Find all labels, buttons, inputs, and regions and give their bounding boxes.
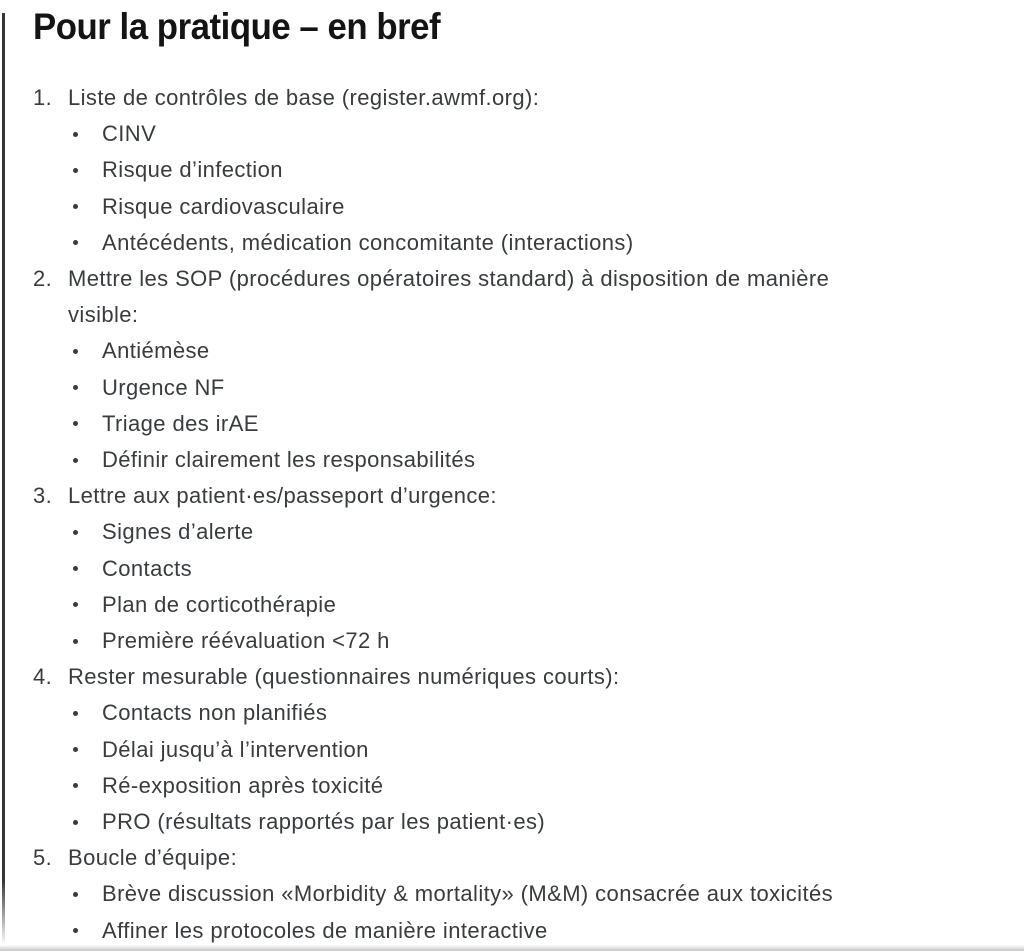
bullet-item [33,876,993,912]
item-label [68,261,993,333]
bullet-dot-icon [73,695,102,731]
bullet-item [33,333,993,369]
bullet-label: Antécédents, médication concomitante (interactions) [102,229,634,255]
bullet-item [33,587,993,623]
bullet-dot-icon [73,406,102,442]
item-label-line: visible: [68,302,139,328]
bullet-item [33,152,993,188]
bullet-item [33,804,993,840]
page-title: Pour la pratique – en bref [33,6,441,47]
item-number: 2. [33,266,53,292]
bullet-label: Risque cardiovasculaire [102,193,345,219]
bullet-label: CINV [102,121,157,147]
bullet-item [33,551,993,587]
item-label: Rester mesurable (questionnaires numériques courts): [68,664,620,690]
list-item [33,80,993,116]
item-label: Liste de contrôles de base (register.awmf.org): [68,85,540,110]
practice-checklist [33,80,993,949]
item-label: Lettre aux patient·es/passeport d’urgence: [68,483,497,509]
bullet-item [33,732,993,768]
bullet-label: Délai jusqu’à l’intervention [102,736,369,762]
bullet-item [33,116,993,152]
bullet-dot-icon [73,587,102,623]
bullet-dot-icon [73,333,102,369]
bullet-item [33,370,993,406]
list-item [33,659,993,695]
bullet-dot-icon [73,551,102,587]
bullet-item [33,768,993,804]
left-border-rule [2,13,5,945]
bullet-item [33,225,993,261]
bullet-dot-icon [73,442,102,478]
bullet-label: Ré-exposition après toxicité [102,772,384,798]
bullet-item [33,695,993,731]
bullet-dot-icon [73,514,102,550]
list-item [33,840,993,876]
bottom-edge-shadow [0,945,1024,951]
bullet-label: Signes d’alerte [102,519,254,545]
bullet-label: Définir clairement les responsabilités [102,447,476,473]
bullet-dot-icon [73,370,102,406]
item-number: 1. [33,85,53,110]
bullet-item [33,514,993,550]
list-item [33,261,993,333]
bullet-dot-icon [73,623,102,659]
item-number: 5. [33,845,53,871]
bullet-dot-icon [73,152,102,188]
bullet-dot-icon [73,732,102,768]
bullet-dot-icon [73,225,102,261]
bullet-label: Risque d’infection [102,157,283,183]
bullet-dot-icon [73,876,102,912]
bullet-label: Première réévaluation <72 h [102,628,390,654]
item-number: 3. [33,483,53,509]
bullet-label: Plan de corticothérapie [102,591,337,617]
list-item [33,478,993,514]
bullet-dot-icon [73,804,102,840]
item-number: 4. [33,664,53,690]
bullet-dot-icon [73,116,102,152]
bullet-label: Contacts [102,555,193,581]
bullet-label: Affiner les protocoles de manière interactive [102,917,548,943]
bullet-label: Urgence NF [102,374,225,400]
bullet-label: Contacts non planifiés [102,700,328,726]
bullet-item [33,189,993,225]
bullet-item [33,623,993,659]
item-label: Boucle d’équipe: [68,845,238,871]
bullet-label: Brève discussion «Morbidity & mortality» (M&M) consacrée aux toxicités [102,881,834,907]
bullet-item [33,406,993,442]
bullet-item [33,442,993,478]
bullet-dot-icon [73,189,102,225]
bullet-dot-icon [73,768,102,804]
bullet-item [33,913,993,949]
bullet-label: Antiémèse [102,338,210,364]
bullet-dot-icon [73,913,102,949]
item-label-line: Mettre les SOP (procédures opératoires standard) à disposition de manière [68,266,830,292]
bullet-label: PRO (résultats rapportés par les patient·es) [102,809,546,835]
bullet-label: Triage des irAE [102,410,259,436]
